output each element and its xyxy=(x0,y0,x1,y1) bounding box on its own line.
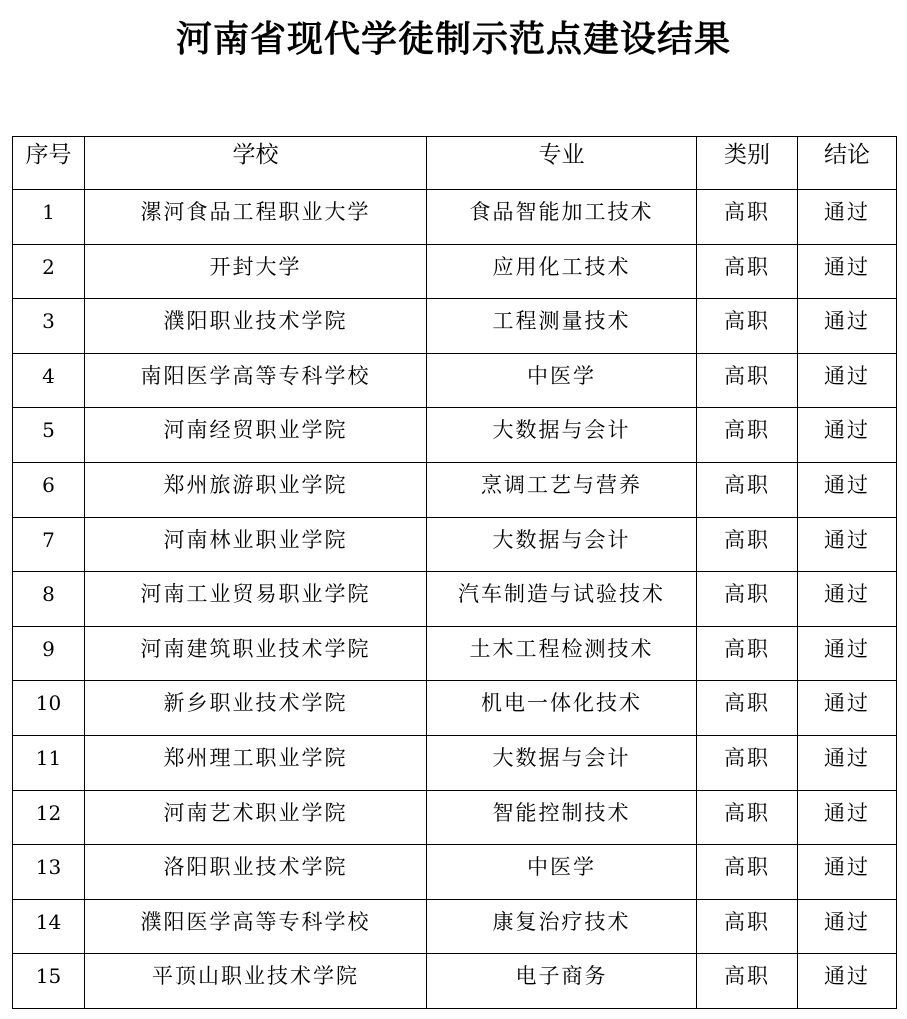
cell-major: 康复治疗技术 xyxy=(427,899,697,954)
cell-category: 高职 xyxy=(697,299,798,354)
cell-school: 郑州理工职业学院 xyxy=(85,735,427,790)
cell-conclusion: 通过 xyxy=(798,845,897,900)
cell-school: 河南工业贸易职业学院 xyxy=(85,572,427,627)
cell-serial-number: 15 xyxy=(13,954,85,1009)
cell-school: 郑州旅游职业学院 xyxy=(85,462,427,517)
cell-category: 高职 xyxy=(697,572,798,627)
cell-major: 烹调工艺与营养 xyxy=(427,462,697,517)
header-major: 专业 xyxy=(427,137,697,190)
cell-school: 南阳医学高等专科学校 xyxy=(85,353,427,408)
cell-conclusion: 通过 xyxy=(798,790,897,845)
cell-category: 高职 xyxy=(697,626,798,681)
table-row xyxy=(13,408,897,463)
cell-conclusion: 通过 xyxy=(798,462,897,517)
page-title: 河南省现代学徒制示范点建设结果 xyxy=(175,19,731,60)
cell-category: 高职 xyxy=(697,954,798,1009)
cell-major: 汽车制造与试验技术 xyxy=(427,572,697,627)
table-row xyxy=(13,681,897,736)
cell-category: 高职 xyxy=(697,244,798,299)
cell-school: 开封大学 xyxy=(85,244,427,299)
cell-major: 大数据与会计 xyxy=(427,517,697,572)
cell-major: 土木工程检测技术 xyxy=(427,626,697,681)
cell-serial-number: 2 xyxy=(13,244,85,299)
cell-category: 高职 xyxy=(697,790,798,845)
cell-major: 大数据与会计 xyxy=(427,735,697,790)
cell-conclusion: 通过 xyxy=(798,408,897,463)
cell-major: 应用化工技术 xyxy=(427,244,697,299)
cell-major: 机电一体化技术 xyxy=(427,681,697,736)
cell-category: 高职 xyxy=(697,681,798,736)
cell-serial-number: 14 xyxy=(13,899,85,954)
table-row xyxy=(13,299,897,354)
cell-category: 高职 xyxy=(697,190,798,245)
cell-major: 食品智能加工技术 xyxy=(427,190,697,245)
cell-conclusion: 通过 xyxy=(798,190,897,245)
table-row xyxy=(13,845,897,900)
cell-category: 高职 xyxy=(697,845,798,900)
cell-serial-number: 12 xyxy=(13,790,85,845)
cell-serial-number: 4 xyxy=(13,353,85,408)
results-table xyxy=(12,136,897,1009)
cell-conclusion: 通过 xyxy=(798,954,897,1009)
cell-serial-number: 9 xyxy=(13,626,85,681)
cell-major: 电子商务 xyxy=(427,954,697,1009)
cell-school: 河南经贸职业学院 xyxy=(85,408,427,463)
table-row xyxy=(13,244,897,299)
header-category: 类别 xyxy=(697,137,798,190)
cell-major: 大数据与会计 xyxy=(427,408,697,463)
cell-school: 濮阳职业技术学院 xyxy=(85,299,427,354)
cell-conclusion: 通过 xyxy=(798,244,897,299)
cell-major: 中医学 xyxy=(427,845,697,900)
cell-school: 洛阳职业技术学院 xyxy=(85,845,427,900)
table-row xyxy=(13,626,897,681)
cell-serial-number: 7 xyxy=(13,517,85,572)
cell-serial-number: 6 xyxy=(13,462,85,517)
cell-conclusion: 通过 xyxy=(798,899,897,954)
table-row xyxy=(13,517,897,572)
cell-serial-number: 1 xyxy=(13,190,85,245)
cell-serial-number: 5 xyxy=(13,408,85,463)
table-row xyxy=(13,353,897,408)
cell-serial-number: 10 xyxy=(13,681,85,736)
cell-serial-number: 11 xyxy=(13,735,85,790)
cell-school: 河南林业职业学院 xyxy=(85,517,427,572)
cell-school: 河南建筑职业技术学院 xyxy=(85,626,427,681)
cell-category: 高职 xyxy=(697,462,798,517)
table-row xyxy=(13,572,897,627)
header-conclusion: 结论 xyxy=(798,137,897,190)
cell-major: 中医学 xyxy=(427,353,697,408)
cell-category: 高职 xyxy=(697,408,798,463)
cell-school: 平顶山职业技术学院 xyxy=(85,954,427,1009)
cell-category: 高职 xyxy=(697,353,798,408)
table-row xyxy=(13,899,897,954)
header-serial-number: 序号 xyxy=(13,137,85,190)
cell-serial-number: 3 xyxy=(13,299,85,354)
cell-conclusion: 通过 xyxy=(798,517,897,572)
cell-major: 工程测量技术 xyxy=(427,299,697,354)
cell-category: 高职 xyxy=(697,517,798,572)
cell-school: 濮阳医学高等专科学校 xyxy=(85,899,427,954)
cell-school: 漯河食品工程职业大学 xyxy=(85,190,427,245)
cell-school: 河南艺术职业学院 xyxy=(85,790,427,845)
table-row xyxy=(13,954,897,1009)
table-header-row xyxy=(13,137,897,190)
cell-conclusion: 通过 xyxy=(798,626,897,681)
table-row xyxy=(13,735,897,790)
cell-major: 智能控制技术 xyxy=(427,790,697,845)
cell-conclusion: 通过 xyxy=(798,735,897,790)
header-school: 学校 xyxy=(85,137,427,190)
cell-category: 高职 xyxy=(697,735,798,790)
cell-category: 高职 xyxy=(697,899,798,954)
table-row xyxy=(13,462,897,517)
cell-serial-number: 13 xyxy=(13,845,85,900)
cell-conclusion: 通过 xyxy=(798,572,897,627)
table-row xyxy=(13,790,897,845)
cell-conclusion: 通过 xyxy=(798,299,897,354)
cell-serial-number: 8 xyxy=(13,572,85,627)
table-row xyxy=(13,190,897,245)
cell-conclusion: 通过 xyxy=(798,681,897,736)
cell-conclusion: 通过 xyxy=(798,353,897,408)
cell-school: 新乡职业技术学院 xyxy=(85,681,427,736)
